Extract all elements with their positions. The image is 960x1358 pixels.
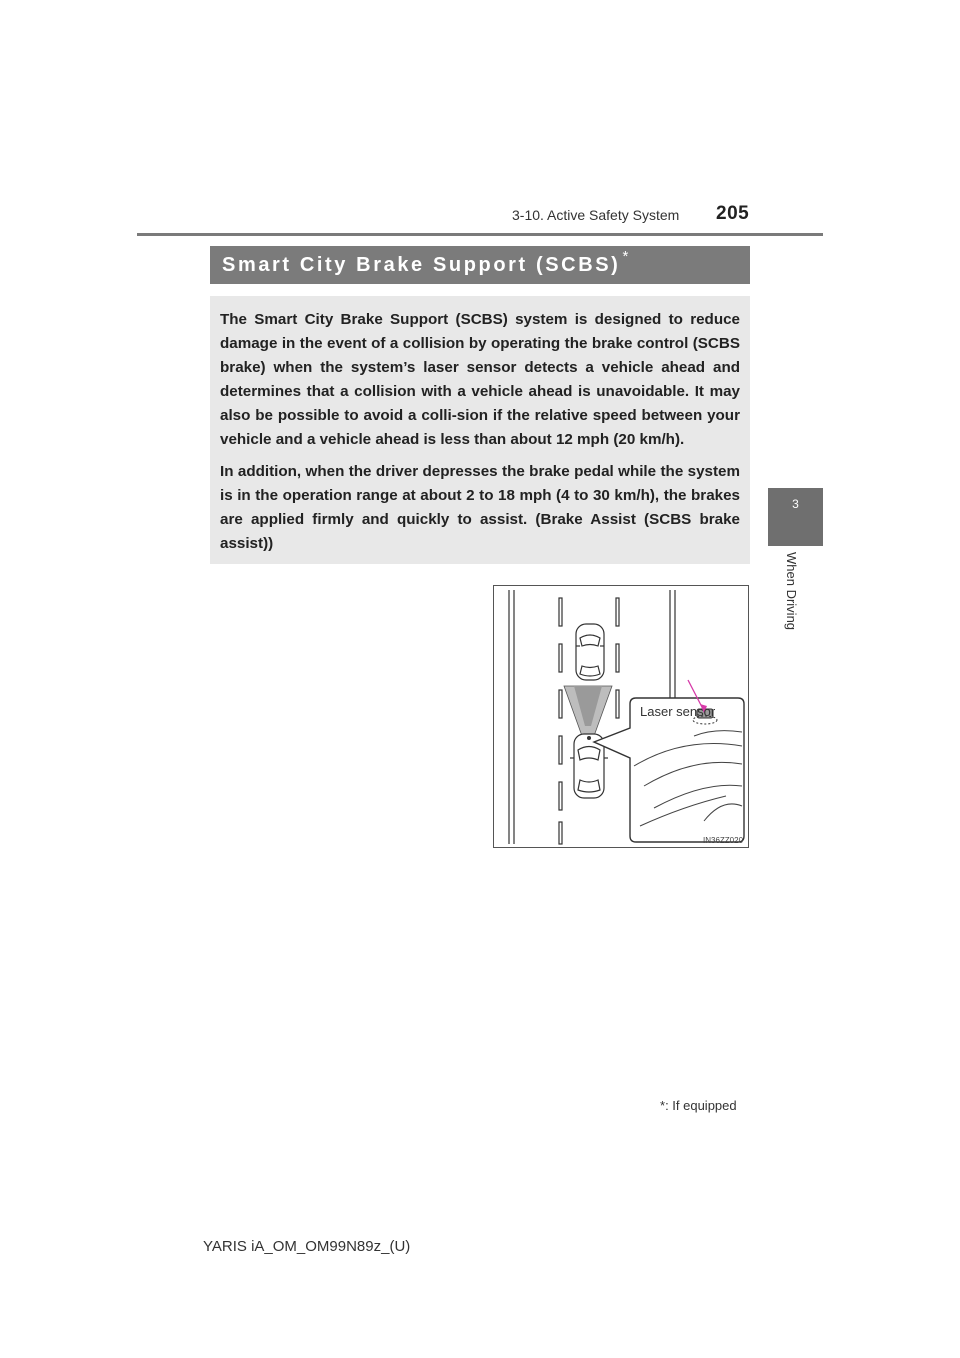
section-title: Smart City Brake Support (SCBS): [222, 253, 621, 276]
if-equipped-mark: *: [622, 247, 629, 265]
section-reference: 3-10. Active Safety System: [512, 207, 680, 223]
chapter-tab-label: When Driving: [784, 552, 799, 631]
footnote: [660, 1098, 737, 1113]
lane-marking-left: [559, 598, 562, 844]
header-divider: [137, 233, 823, 236]
figure-code: IN36ZZ020: [703, 836, 744, 845]
sensor-point: [587, 736, 591, 740]
footer-model-code: YARIS iA_OM_OM99N89z_(U): [203, 1238, 411, 1255]
callout-frame: [594, 698, 744, 842]
intro-box: [210, 296, 750, 564]
footnote-text: : If equipped: [665, 1098, 737, 1113]
laser-sensor-label: Laser sensor: [640, 704, 716, 719]
chapter-tab-number: 3: [792, 497, 799, 511]
intro-paragraph: In addition, when the driver depresses the brake pedal while the system is in the operation range at about 2 to 18 mph (4 to 30 km/h), the brakes are applied firmly and quickly to assist. (Brake Assist (SCBS brake assist)): [220, 463, 740, 552]
intro-paragraph: The Smart City Brake Support (SCBS) system is designed to reduce damage in the event of a collision by operating the brake control (SCBS brake) when the system’s laser sensor detects a vehicle ahead and determines that a collision with a vehicle ahead is unavoidable. It may also be possible to avoid a colli-sion if the relative speed between your vehicle and a vehicle ahead is less than about 12 mph (20 km/h).: [220, 311, 740, 448]
car-ahead-icon: [576, 624, 604, 680]
footnote-mark: *: [660, 1098, 666, 1113]
section-title-bar: [210, 246, 750, 284]
page-number: 205: [716, 203, 750, 224]
lane-marking-right: [616, 598, 619, 718]
